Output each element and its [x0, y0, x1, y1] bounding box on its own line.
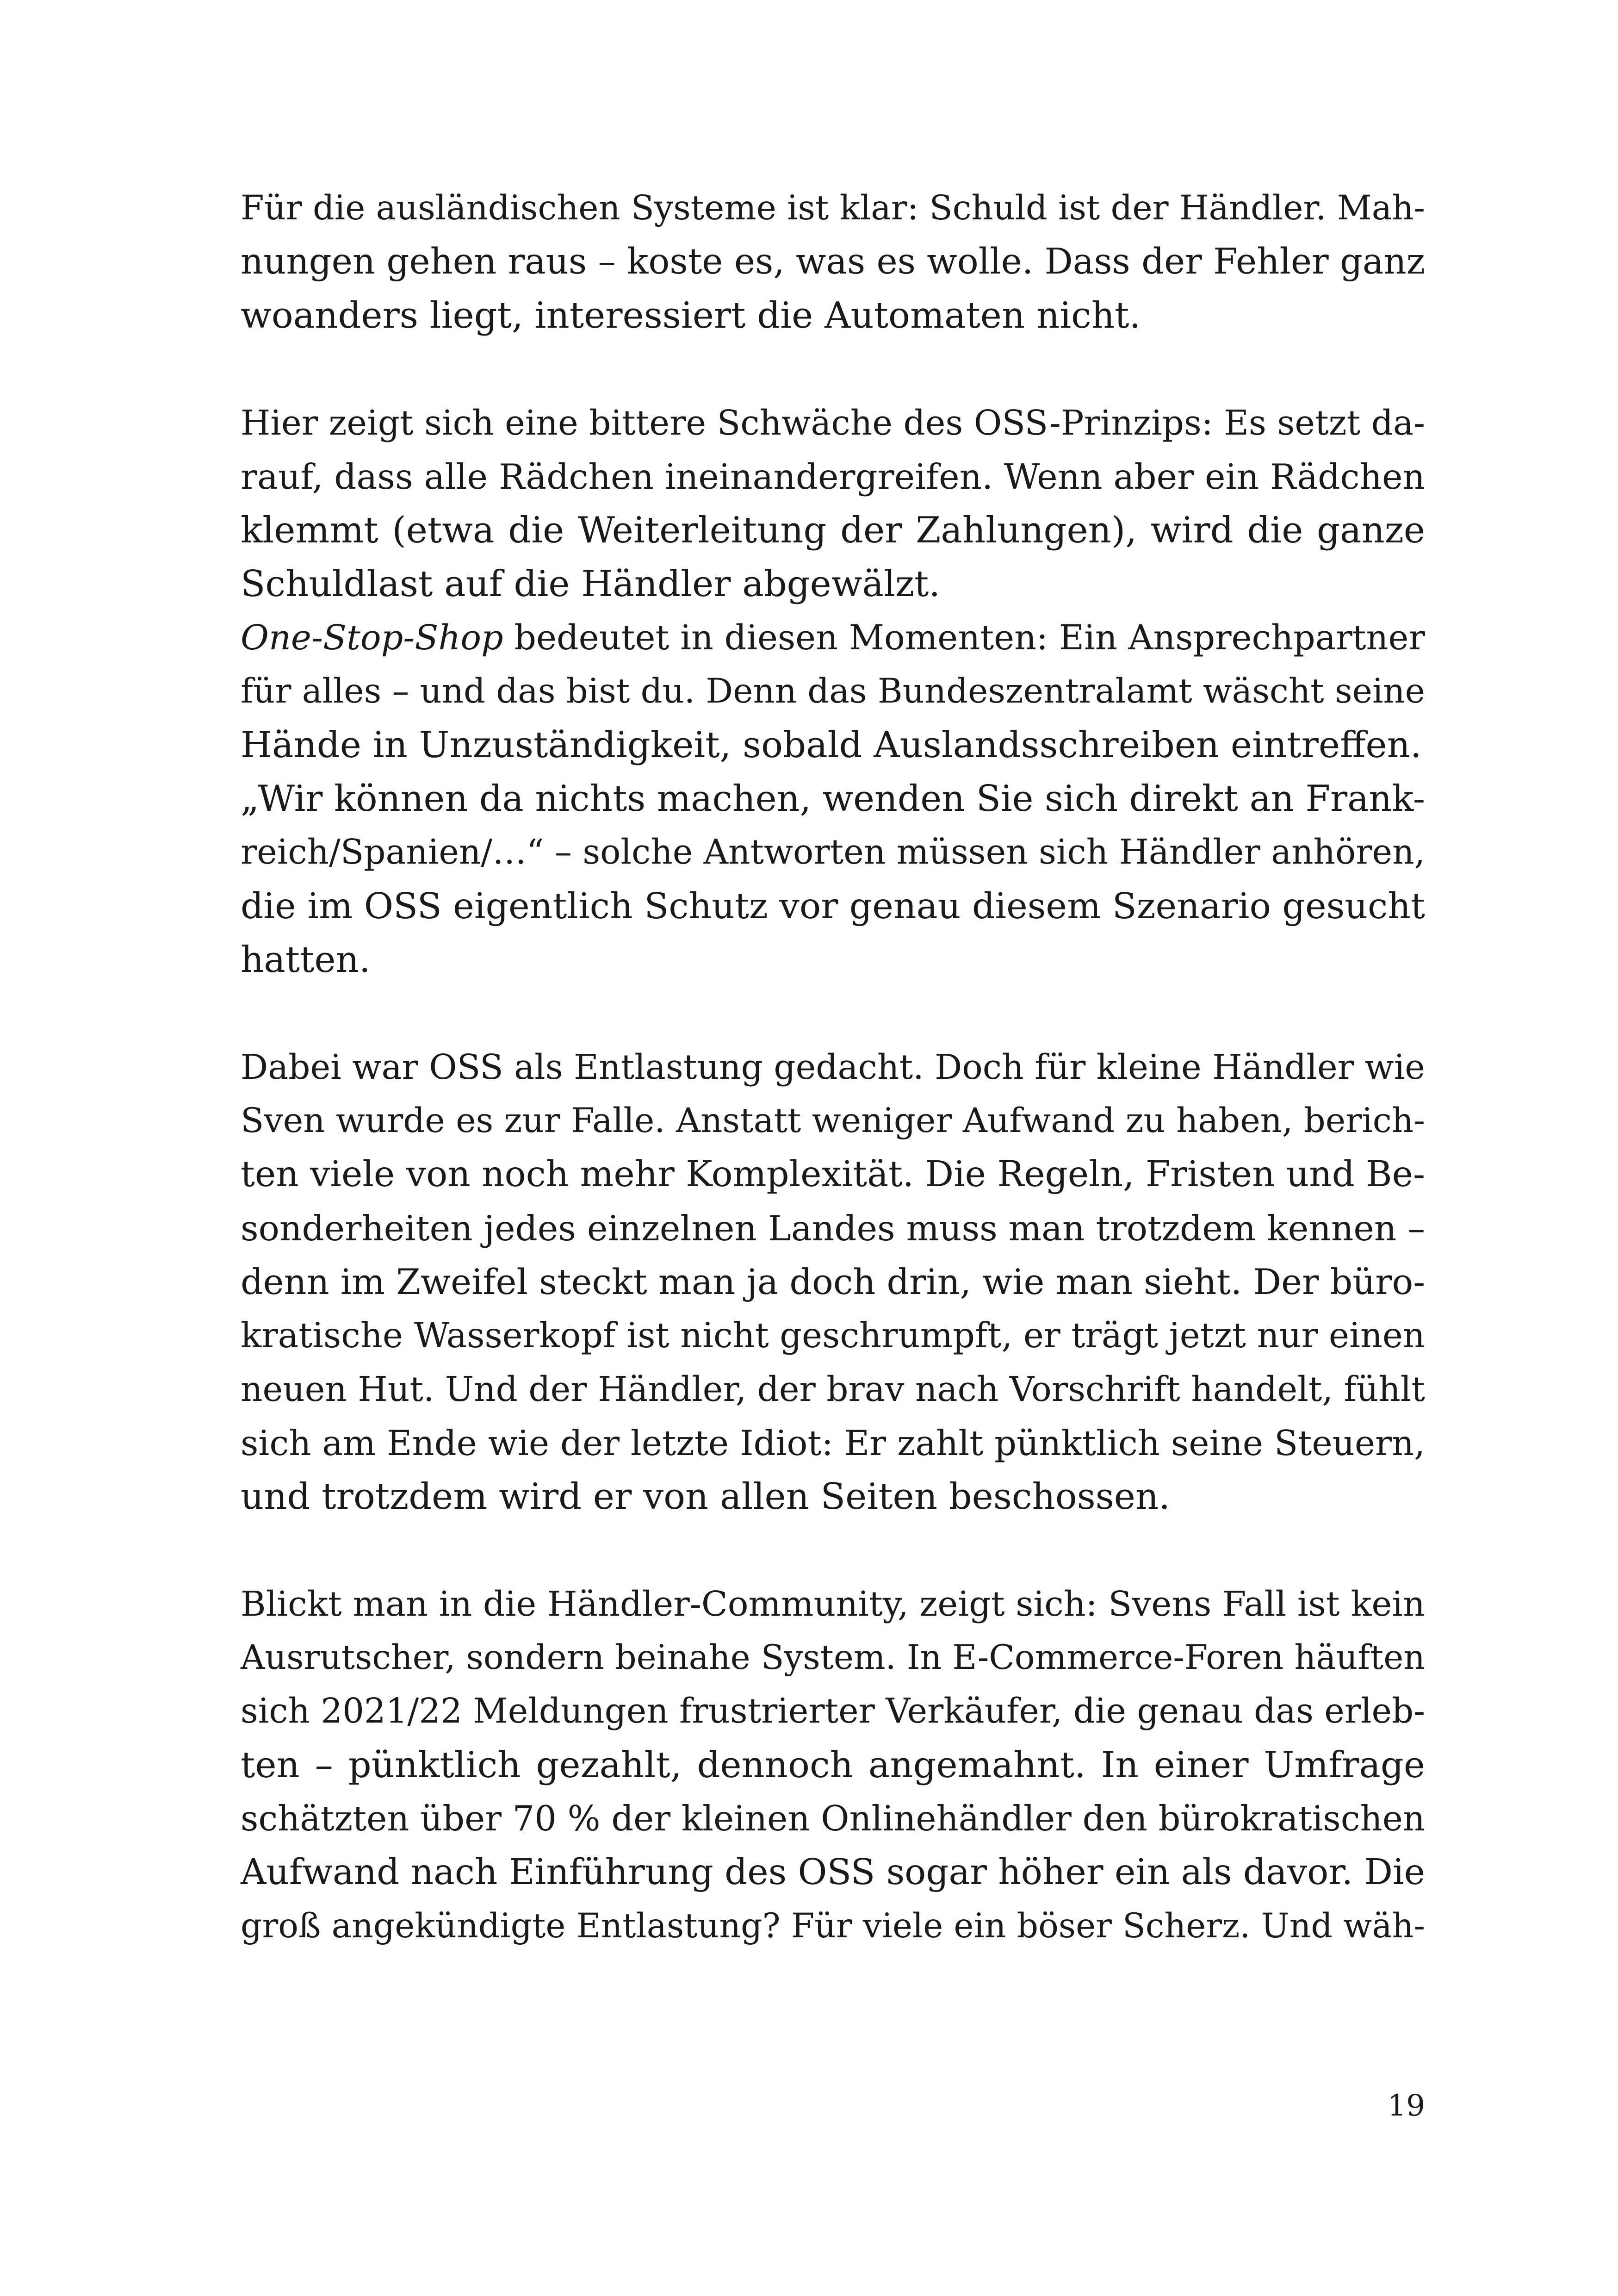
text-line: Sven wurde es zur Falle. Anstatt weniger Aufwand zu haben, berich- — [241, 1101, 1425, 1140]
paragraph-gap — [241, 1524, 1425, 1577]
text-line: ten – pünktlich gezahlt, dennoch angemahnt. In einer Umfrage — [241, 1744, 1425, 1786]
text-line: groß angekündigte Entlastung? Für viele ein böser Scherz. Und wäh- — [241, 1907, 1425, 1946]
text-line: Ausrutscher, sondern beinahe System. In E-Commerce-Foren häuften — [241, 1638, 1425, 1677]
text-line: reich/Spanien/…“ – solche Antworten müssen sich Händler anhören, — [241, 833, 1425, 872]
paragraph-gap — [241, 987, 1425, 1040]
text-line: „Wir können da nichts machen, wenden Sie sich direkt an Frank- — [241, 778, 1425, 820]
text-line: rauf, dass alle Rädchen ineinandergreifen. Wenn aber ein Rädchen — [241, 456, 1425, 497]
text-line: sich am Ende wie der letzte Idiot: Er zahlt pünktlich seine Steuern, — [241, 1423, 1425, 1463]
text-line: Dabei war OSS als Entlastung gedacht. Doch für kleine Händler wie — [241, 1047, 1425, 1087]
text-line — [241, 611, 1425, 665]
text-line: Hier zeigt sich eine bittere Schwäche des OSS-Prinzips: Es setzt da- — [241, 403, 1425, 443]
text-line: für alles – und das bist du. Denn das Bundeszentralamt wäscht seine — [241, 672, 1425, 711]
body-text — [241, 181, 1425, 1953]
italic-term: One-Stop-Shop — [241, 617, 503, 658]
text-line: ten viele von noch mehr Komplexität. Die Regeln, Fristen und Be- — [241, 1154, 1425, 1195]
text-line: woanders liegt, interessiert die Automaten nicht. — [241, 295, 1141, 336]
text-line: Aufwand nach Einführung des OSS sogar höher ein als davor. Die — [241, 1852, 1425, 1893]
text-line: Hände in Unzuständigkeit, sobald Auslandsschreiben eintreffen. — [241, 724, 1422, 766]
text-line: sich 2021/22 Meldungen frustrierter Verkäufer, die genau das erleb- — [241, 1692, 1425, 1731]
text-line: und trotzdem wird er von allen Seiten beschossen. — [241, 1476, 1170, 1518]
paragraph-3 — [241, 611, 1425, 772]
paragraph-1 — [241, 181, 1425, 342]
text-line: neuen Hut. Und der Händler, der brav nach Vorschrift handelt, fühlt — [241, 1369, 1425, 1409]
text-line: klemmt (etwa die Weiterleitung der Zahlungen), wird die ganze — [241, 510, 1425, 551]
text-line: die im OSS eigentlich Schutz vor genau diesem Szenario gesucht — [241, 885, 1425, 927]
text-line: Für die ausländischen Systeme ist klar: Schuld ist der Händler. Mah- — [241, 188, 1425, 228]
text-line: Schuldlast auf die Händler abgewälzt. — [241, 563, 941, 605]
text-line: kratische Wasserkopf ist nicht geschrumpft, er trägt jetzt nur einen — [241, 1315, 1425, 1356]
paragraph-4 — [241, 772, 1425, 987]
text-segment: bedeutet in diesen Momenten: Ein Ansprechpartner — [503, 617, 1425, 658]
paragraph-6 — [241, 1577, 1425, 1953]
paragraph-2 — [241, 396, 1425, 611]
text-line: schätzten über 70 % der kleinen Onlinehändler den bürokratischen — [241, 1798, 1425, 1839]
text-line: denn im Zweifel steckt man ja doch drin, wie man sieht. Der büro- — [241, 1261, 1425, 1302]
page-number: 19 — [1387, 2089, 1425, 2123]
text-line: nungen gehen raus – koste es, was es wolle. Dass der Fehler ganz — [241, 241, 1425, 282]
paragraph-gap — [241, 342, 1425, 396]
text-line: Blickt man in die Händler-Community, zeigt sich: Svens Fall ist kein — [241, 1584, 1425, 1624]
text-line: sonderheiten jedes einzelnen Landes muss man trotzdem kennen – — [241, 1208, 1425, 1249]
text-line: hatten. — [241, 939, 371, 981]
paragraph-5 — [241, 1040, 1425, 1524]
